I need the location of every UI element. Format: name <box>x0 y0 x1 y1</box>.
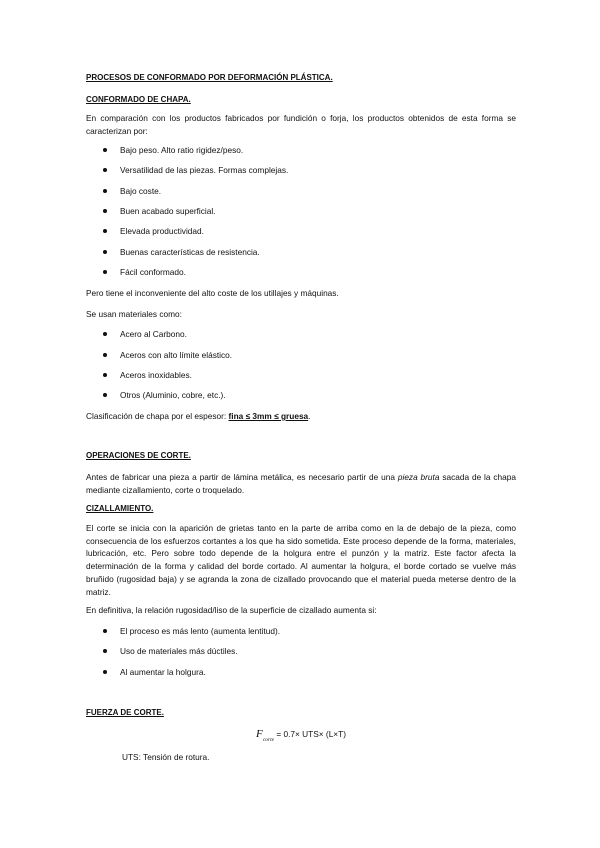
classification-label: Clasificación de chapa por el espesor: <box>86 411 229 421</box>
heading-cizallamiento: CIZALLAMIENTO. <box>86 504 154 513</box>
list-item <box>120 144 243 156</box>
list-item <box>120 225 204 237</box>
bullet-icon <box>103 189 107 193</box>
list-item-text: Fácil conformado. <box>120 267 186 277</box>
formula-symbol: F <box>256 728 263 740</box>
list-item <box>120 645 238 657</box>
list-item-text: Aceros inoxidables. <box>120 370 192 380</box>
drawback-text: Pero tiene el inconveniente del alto coste de los utillajes y máquinas. <box>86 288 339 298</box>
uts-note: UTS: Tensión de rotura. <box>122 752 210 762</box>
bullet-icon <box>103 373 107 377</box>
list-item-text: Acero al Carbono. <box>120 329 187 339</box>
list-item <box>120 389 226 401</box>
list-item <box>120 205 215 217</box>
bullet-icon <box>103 332 107 336</box>
list-item <box>120 328 187 340</box>
bullet-icon <box>103 250 107 254</box>
cizallamiento-paragraph: El corte se inicia con la aparición de grietas tanto en la parte de arriba como en la de debajo de la pieza, como consecuencia de los esfuerzos cortantes a los que ha sido sometida. Este proceso depende de la forma, materiales, lubricación, etc. Pero sobre todo depende de la holgura entre el punzón y la matriz. Este factor afecta la determinación de la forma y calidad del borde cortado. Al aumentar la holgura, el borde cortado se vuelve más bruñido (rugosidad baja) y se agranda la zona de cizallado provocando que el material pueda meterse dentro de la matriz. <box>86 523 516 597</box>
bullet-icon <box>103 353 107 357</box>
list-item-text: Otros (Aluminio, cobre, etc.). <box>120 390 226 400</box>
intro-paragraph: En comparación con los productos fabricados por fundición o forja, los productos obtenidos de esta forma se caracterizan por: <box>86 113 516 136</box>
bullet-icon <box>103 270 107 274</box>
title-text: PROCESOS DE CONFORMADO POR DEFORMACIÓN PLÁSTICA. <box>86 73 333 82</box>
bullet-icon <box>103 393 107 397</box>
conclusion-text: En definitiva, la relación rugosidad/liso de la superficie de cizallado aumenta si: <box>86 605 377 615</box>
document-title <box>86 72 516 85</box>
italic-term: pieza bruta <box>397 472 440 482</box>
heading-fuerza-corte: FUERZA DE CORTE. <box>86 708 164 717</box>
list-item-text: Aceros con alto límite elástico. <box>120 350 233 360</box>
heading-conformado-chapa: CONFORMADO DE CHAPA. <box>86 95 191 104</box>
list-item-text: Elevada productividad. <box>120 226 204 236</box>
list-item <box>120 185 161 197</box>
heading-operaciones-corte: OPERACIONES DE CORTE. <box>86 451 191 460</box>
list-item-text: Versatilidad de las piezas. Formas complejas. <box>120 165 289 175</box>
list-item <box>120 164 288 176</box>
list-item <box>120 349 232 361</box>
classification-line <box>86 410 516 423</box>
bullet-icon <box>103 168 107 172</box>
list-item-text: Al aumentar la holgura. <box>120 667 206 677</box>
text: Antes de fabricar una pieza a partir de lámina metálica, es necesario partir de una <box>86 472 398 482</box>
operaciones-paragraph <box>86 471 516 497</box>
bullet-icon <box>103 649 107 653</box>
bullet-icon <box>103 148 107 152</box>
bullet-icon <box>103 229 107 233</box>
list-item-text: Buen acabado superficial. <box>120 206 216 216</box>
list-item <box>120 625 280 637</box>
list-item-text: El proceso es más lento (aumenta lentitud). <box>120 626 281 636</box>
list-item-text: Uso de materiales más dúctiles. <box>120 646 238 656</box>
text: sacada de la chapa mediante cizallamiento, corte o troquelado. <box>86 472 516 495</box>
list-item <box>120 666 206 678</box>
materials-intro: Se usan materiales como: <box>86 309 182 319</box>
classification-end: . <box>308 411 311 421</box>
bullet-icon <box>103 629 107 633</box>
classification-value: fina ≤ 3mm ≤ gruesa <box>228 411 309 421</box>
formula-subscript: corte <box>262 737 275 743</box>
list-item <box>120 369 192 381</box>
bullet-icon <box>103 670 107 674</box>
formula-rhs: = 0.7× UTS× (L×T) <box>274 729 346 739</box>
list-item <box>120 266 186 278</box>
list-item <box>120 246 260 258</box>
list-item-text: Buenas características de resistencia. <box>120 247 260 257</box>
bullet-icon <box>103 209 107 213</box>
cutting-force-formula <box>256 728 346 743</box>
list-item-text: Bajo peso. Alto ratio rigidez/peso. <box>120 145 244 155</box>
list-item-text: Bajo coste. <box>120 186 162 196</box>
